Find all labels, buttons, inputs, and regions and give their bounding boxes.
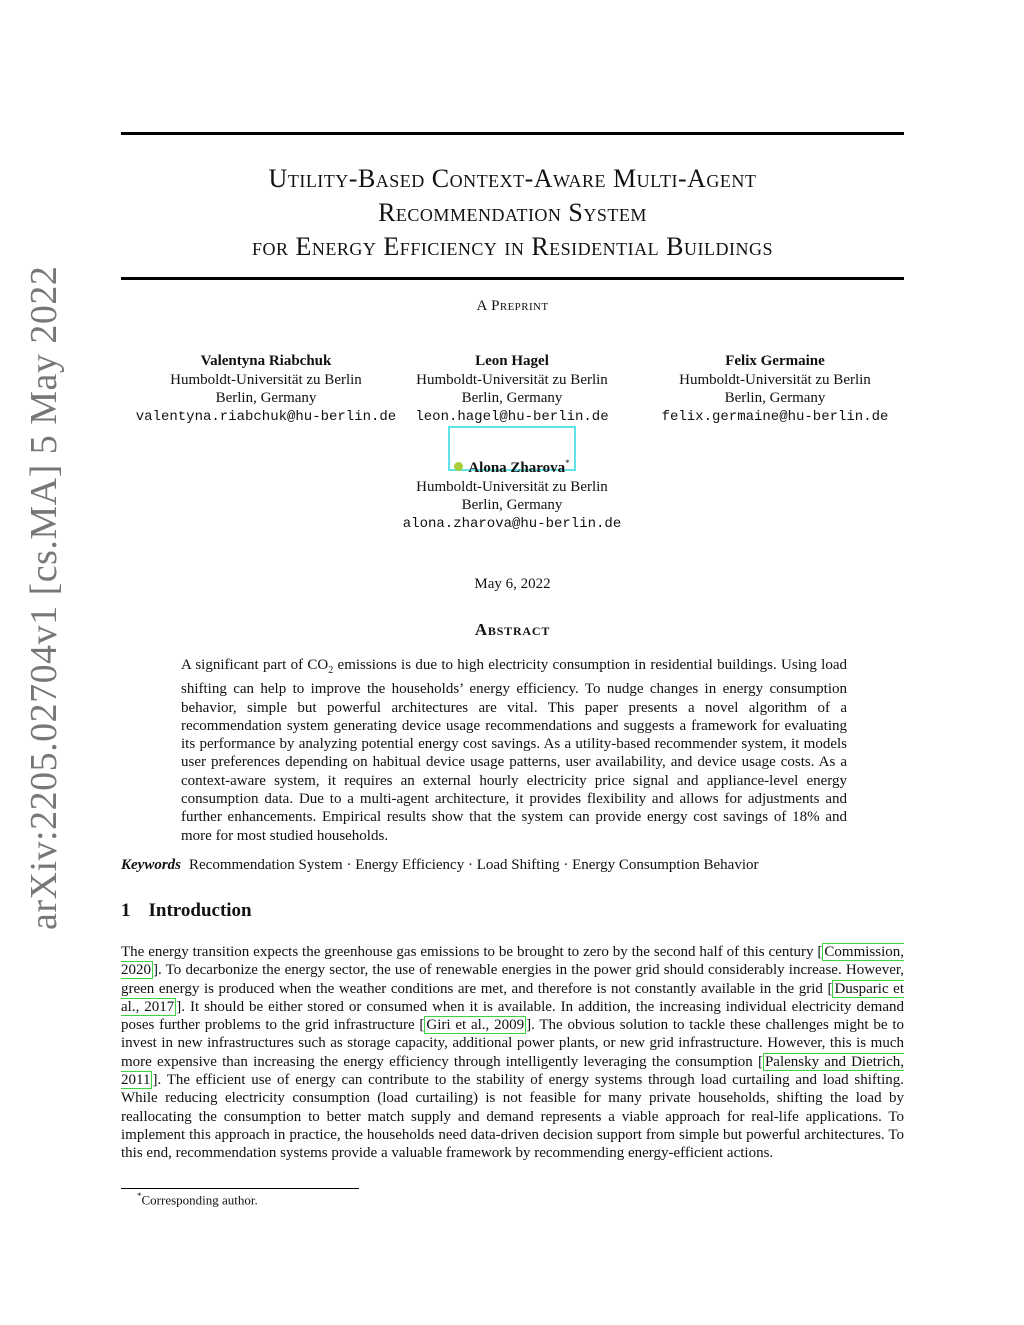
author-block-1 <box>126 352 406 426</box>
footnote-mark: * <box>137 1191 142 1201</box>
title-line-2: Recommendation System <box>378 198 647 227</box>
author-block-2 <box>412 352 612 426</box>
footnote-mark[interactable]: * <box>565 458 570 468</box>
footnote <box>137 1191 258 1208</box>
author-affiliation: Humboldt-Universität zu Berlin <box>170 371 362 388</box>
citation-link[interactable]: Palensky and Dietrich, 2011 <box>121 1053 904 1089</box>
arxiv-stamp: arXiv:2205.02704v1 [cs.MA] 5 May 2022 <box>23 265 65 930</box>
intro-text: ]. It should be either stored or consumed when it is available. In addition, the increasing individual electricity demand poses further problems to the grid infrastructure [ <box>121 998 904 1034</box>
footnote-rule <box>121 1188 359 1189</box>
author-email[interactable]: leon.hagel@hu-berlin.de <box>415 408 609 425</box>
paper-title <box>121 162 904 264</box>
author-affiliation: Humboldt-Universität zu Berlin <box>416 478 608 495</box>
preprint-label: A Preprint <box>476 298 549 314</box>
section-heading <box>121 900 252 922</box>
author-name: Felix Germaine <box>725 353 825 369</box>
intro-text: ]. To decarbonize the energy sector, the use of renewable energies in the power grid should considerably increase. However, green energy is produced when the weather conditions are met, and therefore is not constantly available in the grid [ <box>121 962 904 997</box>
keywords-label: Keywords <box>121 857 181 873</box>
citation-link[interactable]: Dusparic et al., 2017 <box>121 980 904 1015</box>
author-block-3 <box>650 352 900 426</box>
intro-paragraph <box>121 943 904 1163</box>
author-block-4 <box>372 454 652 533</box>
keywords-line <box>121 857 904 874</box>
author-location: Berlin, Germany <box>724 390 826 406</box>
abstract-part: emissions is due to high electricity consumption in residential buildings. Using load shifting can help to improve the households’ energy efficiency. To nudge changes in energy consumption behavior, simple but powerful architectures are vital. This paper presents a novel algorithm of a recommendation system generating device usage recommendations and suggests a framework for evaluating its performance by analyzing potential energy cost savings. As a utility-based recommender system, it models user preferences depending on habitual device usage patterns, user availability, and device usage costs. As a context-aware system, it requires an external hourly electricity price signal and appliance-level energy consumption data. Due to a multi-agent architecture, it provides flexibility and allows for adjustments and further enhancements. Empirical results show that the system can provide energy cost savings of 18% and more for most studied households. <box>181 657 847 844</box>
citation-link[interactable]: Giri et al., 2009 <box>426 1017 525 1034</box>
keywords-text: Recommendation System · Energy Efficiency · Load Shifting · Energy Consumption Behavior <box>189 857 759 873</box>
author-location: Berlin, Germany <box>215 390 317 406</box>
citation-link[interactable]: Commission, 2020 <box>121 944 904 979</box>
author-email[interactable]: felix.germaine@hu-berlin.de <box>661 408 889 425</box>
author-name-row <box>372 454 652 478</box>
co2-subscript: 2 <box>328 665 334 676</box>
abstract-text <box>181 656 847 845</box>
author-location: Berlin, Germany <box>461 390 563 406</box>
orcid-icon[interactable] <box>454 462 463 471</box>
author-email[interactable]: alona.zharova@hu-berlin.de <box>402 515 622 532</box>
author-name[interactable]: Alona Zharova <box>468 460 566 476</box>
paper-date: May 6, 2022 <box>474 576 551 592</box>
author-affiliation: Humboldt-Universität zu Berlin <box>416 371 608 388</box>
footnote-text: Corresponding author. <box>141 1192 258 1208</box>
intro-text: ]. The obvious solution to tackle these challenges might be to invest in new infrastructures such as storage capacity, additional power plants, or new grid infrastructure. However, this is much more expensive than increasing the energy efficiency through intelligently leveraging the consumption [ <box>121 1017 904 1070</box>
title-line-3: for Energy Efficiency in Residential Buildings <box>252 232 773 261</box>
intro-text: ]. The efficient use of energy can contribute to the stability of energy systems through load curtailing and load shifting. While reducing electricity consumption (load curtailing) is not feasible for many private households, shifting the load by reallocating the consumption to better match supply and demand represents a viable approach for real-life applications. To implement this approach in practice, the households need data-driven decision support from simple but powerful architectures. To this end, recommendation systems provide a valuable framework by recommending energy-efficient actions. <box>121 1072 904 1162</box>
abstract-heading: Abstract <box>474 620 551 639</box>
intro-text: The energy transition expects the greenhouse gas emissions to be brought to zero by the second half of this century [ <box>121 944 823 960</box>
title-top-rule <box>121 132 904 135</box>
title-line-1: Utility-Based Context-Aware Multi-Agent <box>268 164 757 193</box>
section-number: 1 <box>121 900 131 921</box>
author-location: Berlin, Germany <box>461 497 563 513</box>
author-affiliation: Humboldt-Universität zu Berlin <box>679 371 871 388</box>
section-title: Introduction <box>148 900 252 921</box>
author-name: Valentyna Riabchuk <box>200 353 332 369</box>
abstract-part: A significant part of CO <box>181 657 329 673</box>
author-email[interactable]: valentyna.riabchuk@hu-berlin.de <box>135 408 397 425</box>
title-bottom-rule <box>121 277 904 280</box>
author-name: Leon Hagel <box>475 353 549 369</box>
